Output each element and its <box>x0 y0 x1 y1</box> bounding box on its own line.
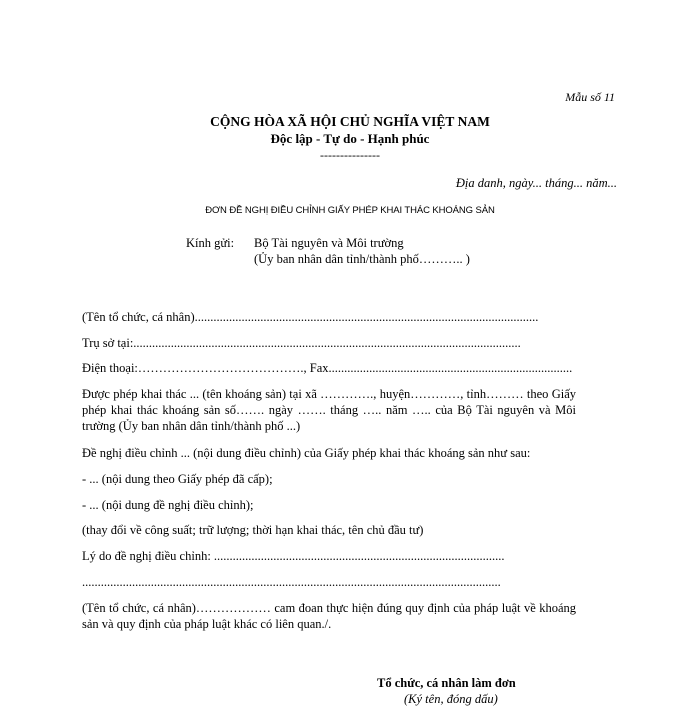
signature-title: Tổ chức, cá nhân làm đơn <box>377 676 516 690</box>
place-date: Địa danh, ngày... tháng... năm... <box>455 176 617 190</box>
national-motto: Độc lập - Tự do - Hạnh phúc <box>270 131 430 146</box>
reason-continuation-line: ...................................................................................................................................... <box>82 575 501 589</box>
request-line: Đề nghị điều chỉnh ... (nội dung điều chỉnh) của Giấy phép khai thác khoáng sản như sau: <box>82 446 531 460</box>
org-name-line: (Tên tổ chức, cá nhân).............................................................................................................. <box>82 310 539 324</box>
item-current-content: - ... (nội dung theo Giấy phép đã cấp); <box>82 472 273 486</box>
item-requested-content: - ... (nội dung đề nghị điều chỉnh); <box>82 498 254 512</box>
adjustment-note: (thay đổi về công suất; trữ lượng; thời hạn khai thác, tên chủ đầu tư) <box>82 523 424 537</box>
reason-line: Lý do đề nghị điều chỉnh: ............................................................................................. <box>82 549 505 563</box>
recipient-ministry: Bộ Tài nguyên và Môi trường <box>254 236 404 250</box>
permit-paragraph: Được phép khai thác ... (tên khoáng sản) tại xã …………., huyện…………, tỉnh……… theo Giấy phép khai thác khoáng sản số……. ngày ……. tháng ….. năm ….. của Bộ Tài nguyên và Môi trường (Ủy ban nhân dân tỉnh/thành phố ...) <box>82 387 576 433</box>
recipient-label: Kính gửi: <box>186 236 235 250</box>
address-line: Trụ sở tại:............................................................................................................................ <box>82 336 521 350</box>
document-title: ĐƠN ĐỀ NGHỊ ĐIỀU CHỈNH GIẤY PHÉP KHAI THÁC KHOÁNG SẢN <box>205 205 495 216</box>
header-divider: --------------- <box>320 148 380 162</box>
signature-note: (Ký tên, đóng dấu) <box>404 692 498 706</box>
commitment-paragraph: (Tên tổ chức, cá nhân)……………… cam đoan thực hiện đúng quy định của pháp luật về khoáng sản và quy định của pháp luật khác có liên quan./. <box>82 601 576 631</box>
recipient-province: (Ủy ban nhân dân tỉnh/thành phố……….. ) <box>254 252 470 266</box>
phone-fax-line: Điện thoại:…………………………………., Fax.............................................................................. <box>82 361 573 375</box>
form-number: Mẫu số 11 <box>565 90 615 104</box>
national-title: CỘNG HÒA XÃ HỘI CHỦ NGHĨA VIỆT NAM <box>210 114 490 129</box>
